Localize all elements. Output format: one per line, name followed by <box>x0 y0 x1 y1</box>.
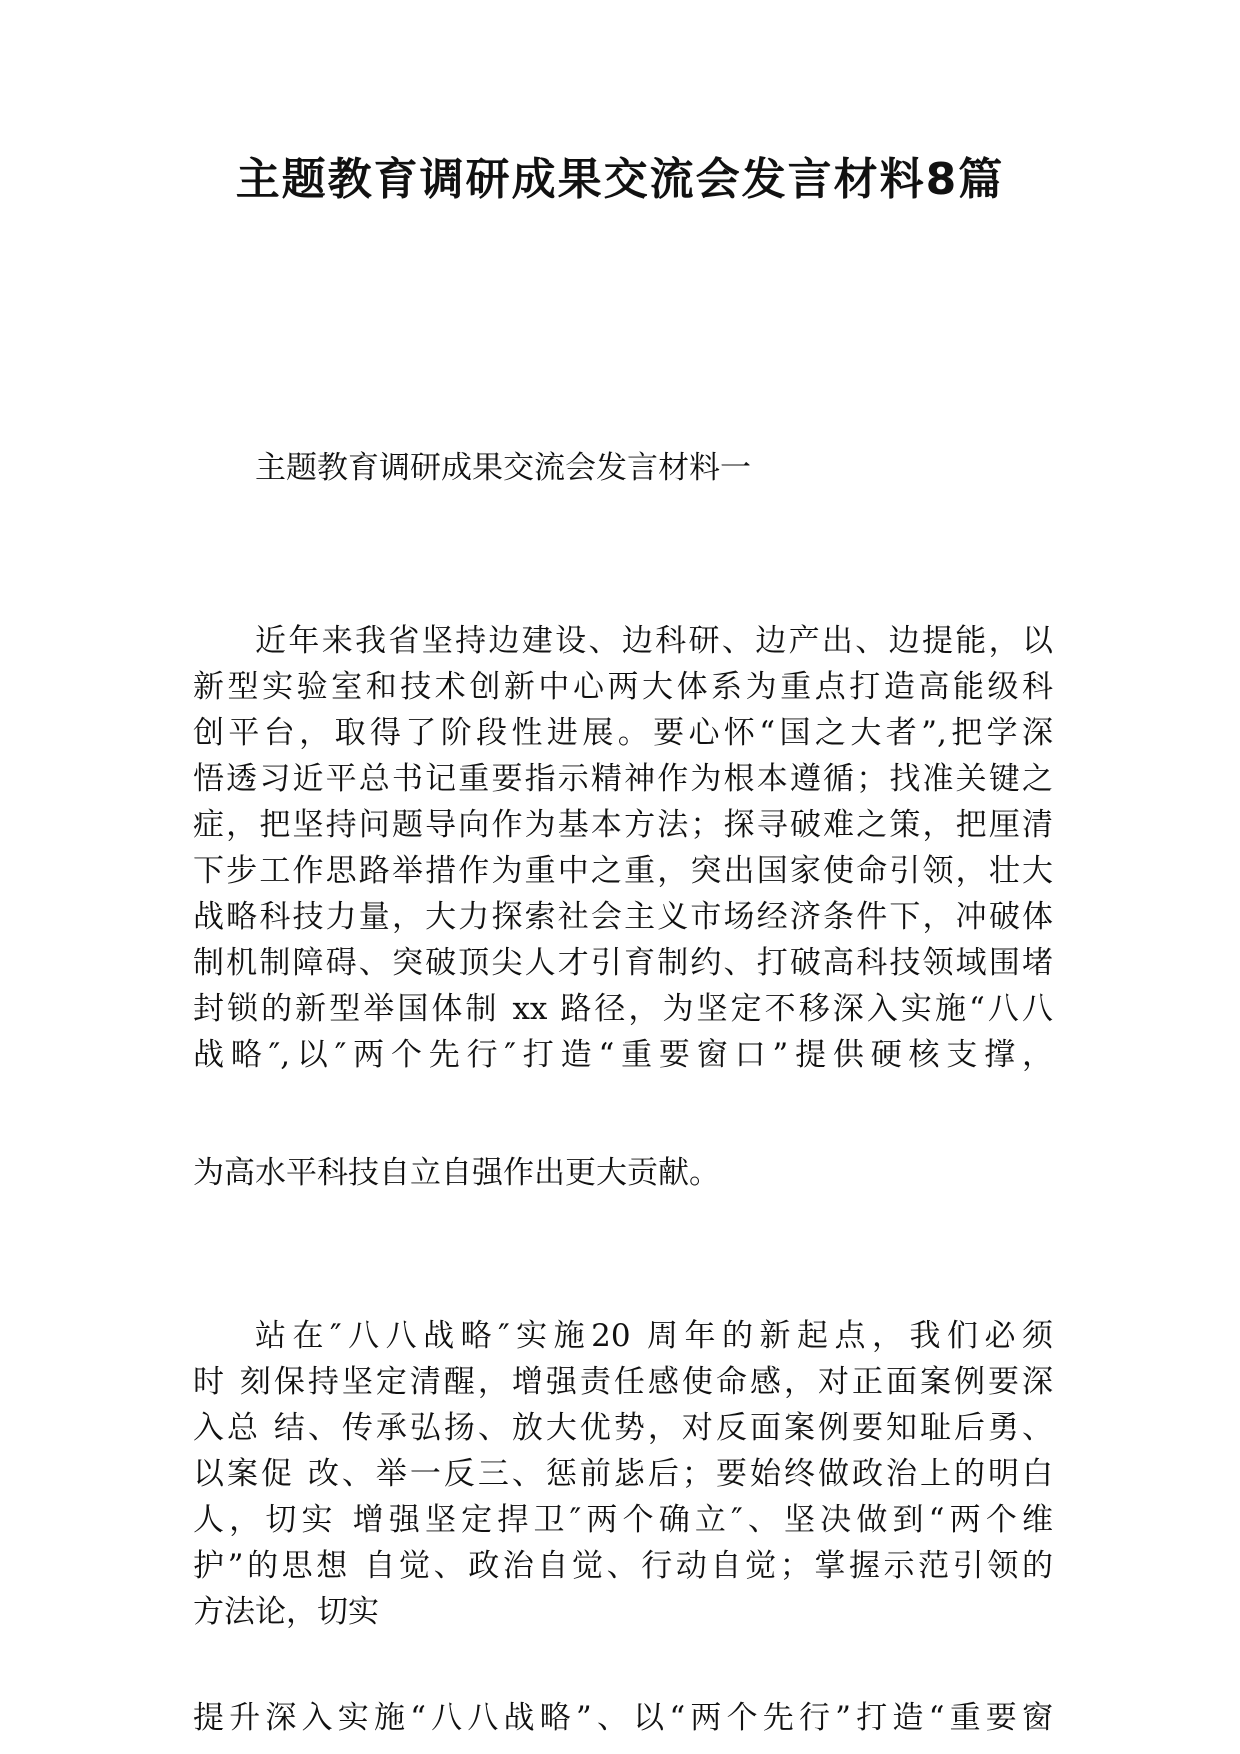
section-heading: 主题教育调研成果交流会发言材料一 <box>255 450 751 486</box>
paragraph-2-continuation <box>193 1695 1053 1741</box>
paragraph-line: 战略″,以″两个先行″打造“重要窗口”提供硬核支撑， <box>193 1037 1053 1073</box>
paragraph-line: 近年来我省坚持边建设、边科研、边产出、边提能，以 <box>255 623 1053 659</box>
paragraph-line: 护”的思想 自觉、政治自觉、行动自觉；掌握示范引领的 <box>193 1548 1053 1584</box>
paragraph-line: 时 刻保持坚定清醒，增强责任感使命感，对正面案例要深 <box>193 1364 1053 1400</box>
paragraph-1-continuation <box>193 1150 1053 1196</box>
paragraph-line: 站在″八八战略″实施20 周年的新起点，我们必须 <box>255 1318 1053 1354</box>
paragraph-line: 封锁的新型举国体制 xx 路径，为坚定不移深入实施“八八 <box>193 991 1053 1027</box>
paragraph-line: 方法论，切实 <box>193 1594 379 1630</box>
paragraph-line: 症，把坚持问题导向作为基本方法；探寻破难之策，把厘清 <box>193 807 1053 843</box>
paragraph-2 <box>193 1313 1053 1635</box>
paragraph-line: 为高水平科技自立自强作出更大贡献。 <box>193 1155 720 1191</box>
paragraph-line: 人，切实 增强坚定捍卫″两个确立″、坚决做到“两个维 <box>193 1502 1053 1538</box>
paragraph-line: 下步工作思路举措作为重中之重，突出国家使命引领，壮大 <box>193 853 1053 889</box>
paragraph-line: 悟透习近平总书记重要指示精神作为根本遵循；找准关键之 <box>193 761 1053 797</box>
document-title: 主题教育调研成果交流会发言材料8篇 <box>235 154 1005 205</box>
paragraph-line: 战略科技力量，大力探索社会主义市场经济条件下，冲破体 <box>193 899 1053 935</box>
paragraph-1 <box>193 618 1053 1078</box>
paragraph-line: 制机制障碍、突破顶尖人才引育制约、打破高科技领域围堵 <box>193 945 1053 981</box>
paragraph-line: 新型实验室和技术创新中心两大体系为重点打造高能级科 <box>193 669 1053 705</box>
paragraph-line: 入总 结、传承弘扬、放大优势，对反面案例要知耻后勇、 <box>193 1410 1053 1446</box>
paragraph-line: 以案促 改、举一反三、惩前毖后；要始终做政治上的明白 <box>193 1456 1053 1492</box>
paragraph-line: 提升深入实施“八八战略”、以“两个先行”打造“重要窗 <box>193 1700 1053 1736</box>
paragraph-line: 创平台，取得了阶段性进展。要心怀“国之大者”,把学深 <box>193 715 1053 751</box>
